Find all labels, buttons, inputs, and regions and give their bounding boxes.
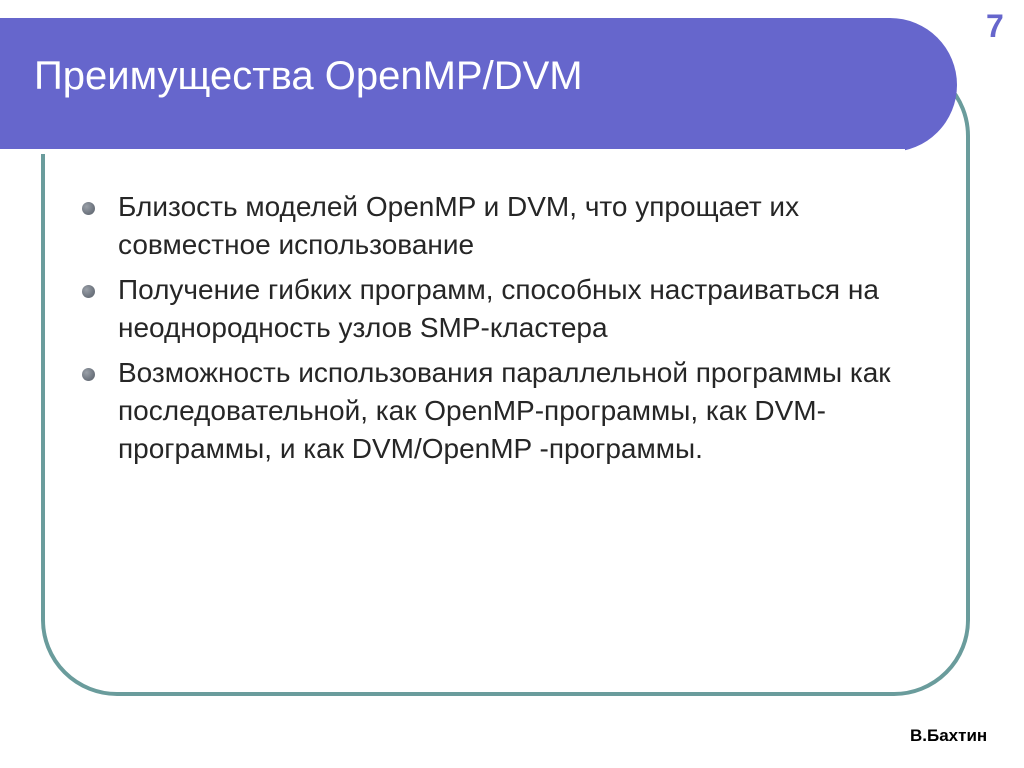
bullet-icon	[82, 202, 95, 215]
author-name: В.Бахтин	[910, 726, 988, 745]
bullet-item	[78, 354, 918, 468]
bullet-icon	[82, 285, 95, 298]
page-number: 7	[986, 8, 1004, 44]
bullet-text: Получение гибких программ, способных настраиваться на неоднородность узлов SMP-кластера	[118, 274, 879, 343]
bullet-list	[78, 188, 918, 475]
bullet-icon	[82, 368, 95, 381]
slide-title: Преимущества OpenMP/DVM	[34, 54, 583, 98]
title-underline	[0, 149, 905, 154]
bullet-item	[78, 188, 918, 264]
bullet-text: Близость моделей OpenMP и DVM, что упрощает их совместное использование	[118, 191, 800, 260]
bullet-text: Возможность использования параллельной программы как последовательной, как OpenMP-программы, как DVM-программы, и как DVM/OpenMP -программы.	[118, 357, 891, 464]
bullet-item	[78, 271, 918, 347]
